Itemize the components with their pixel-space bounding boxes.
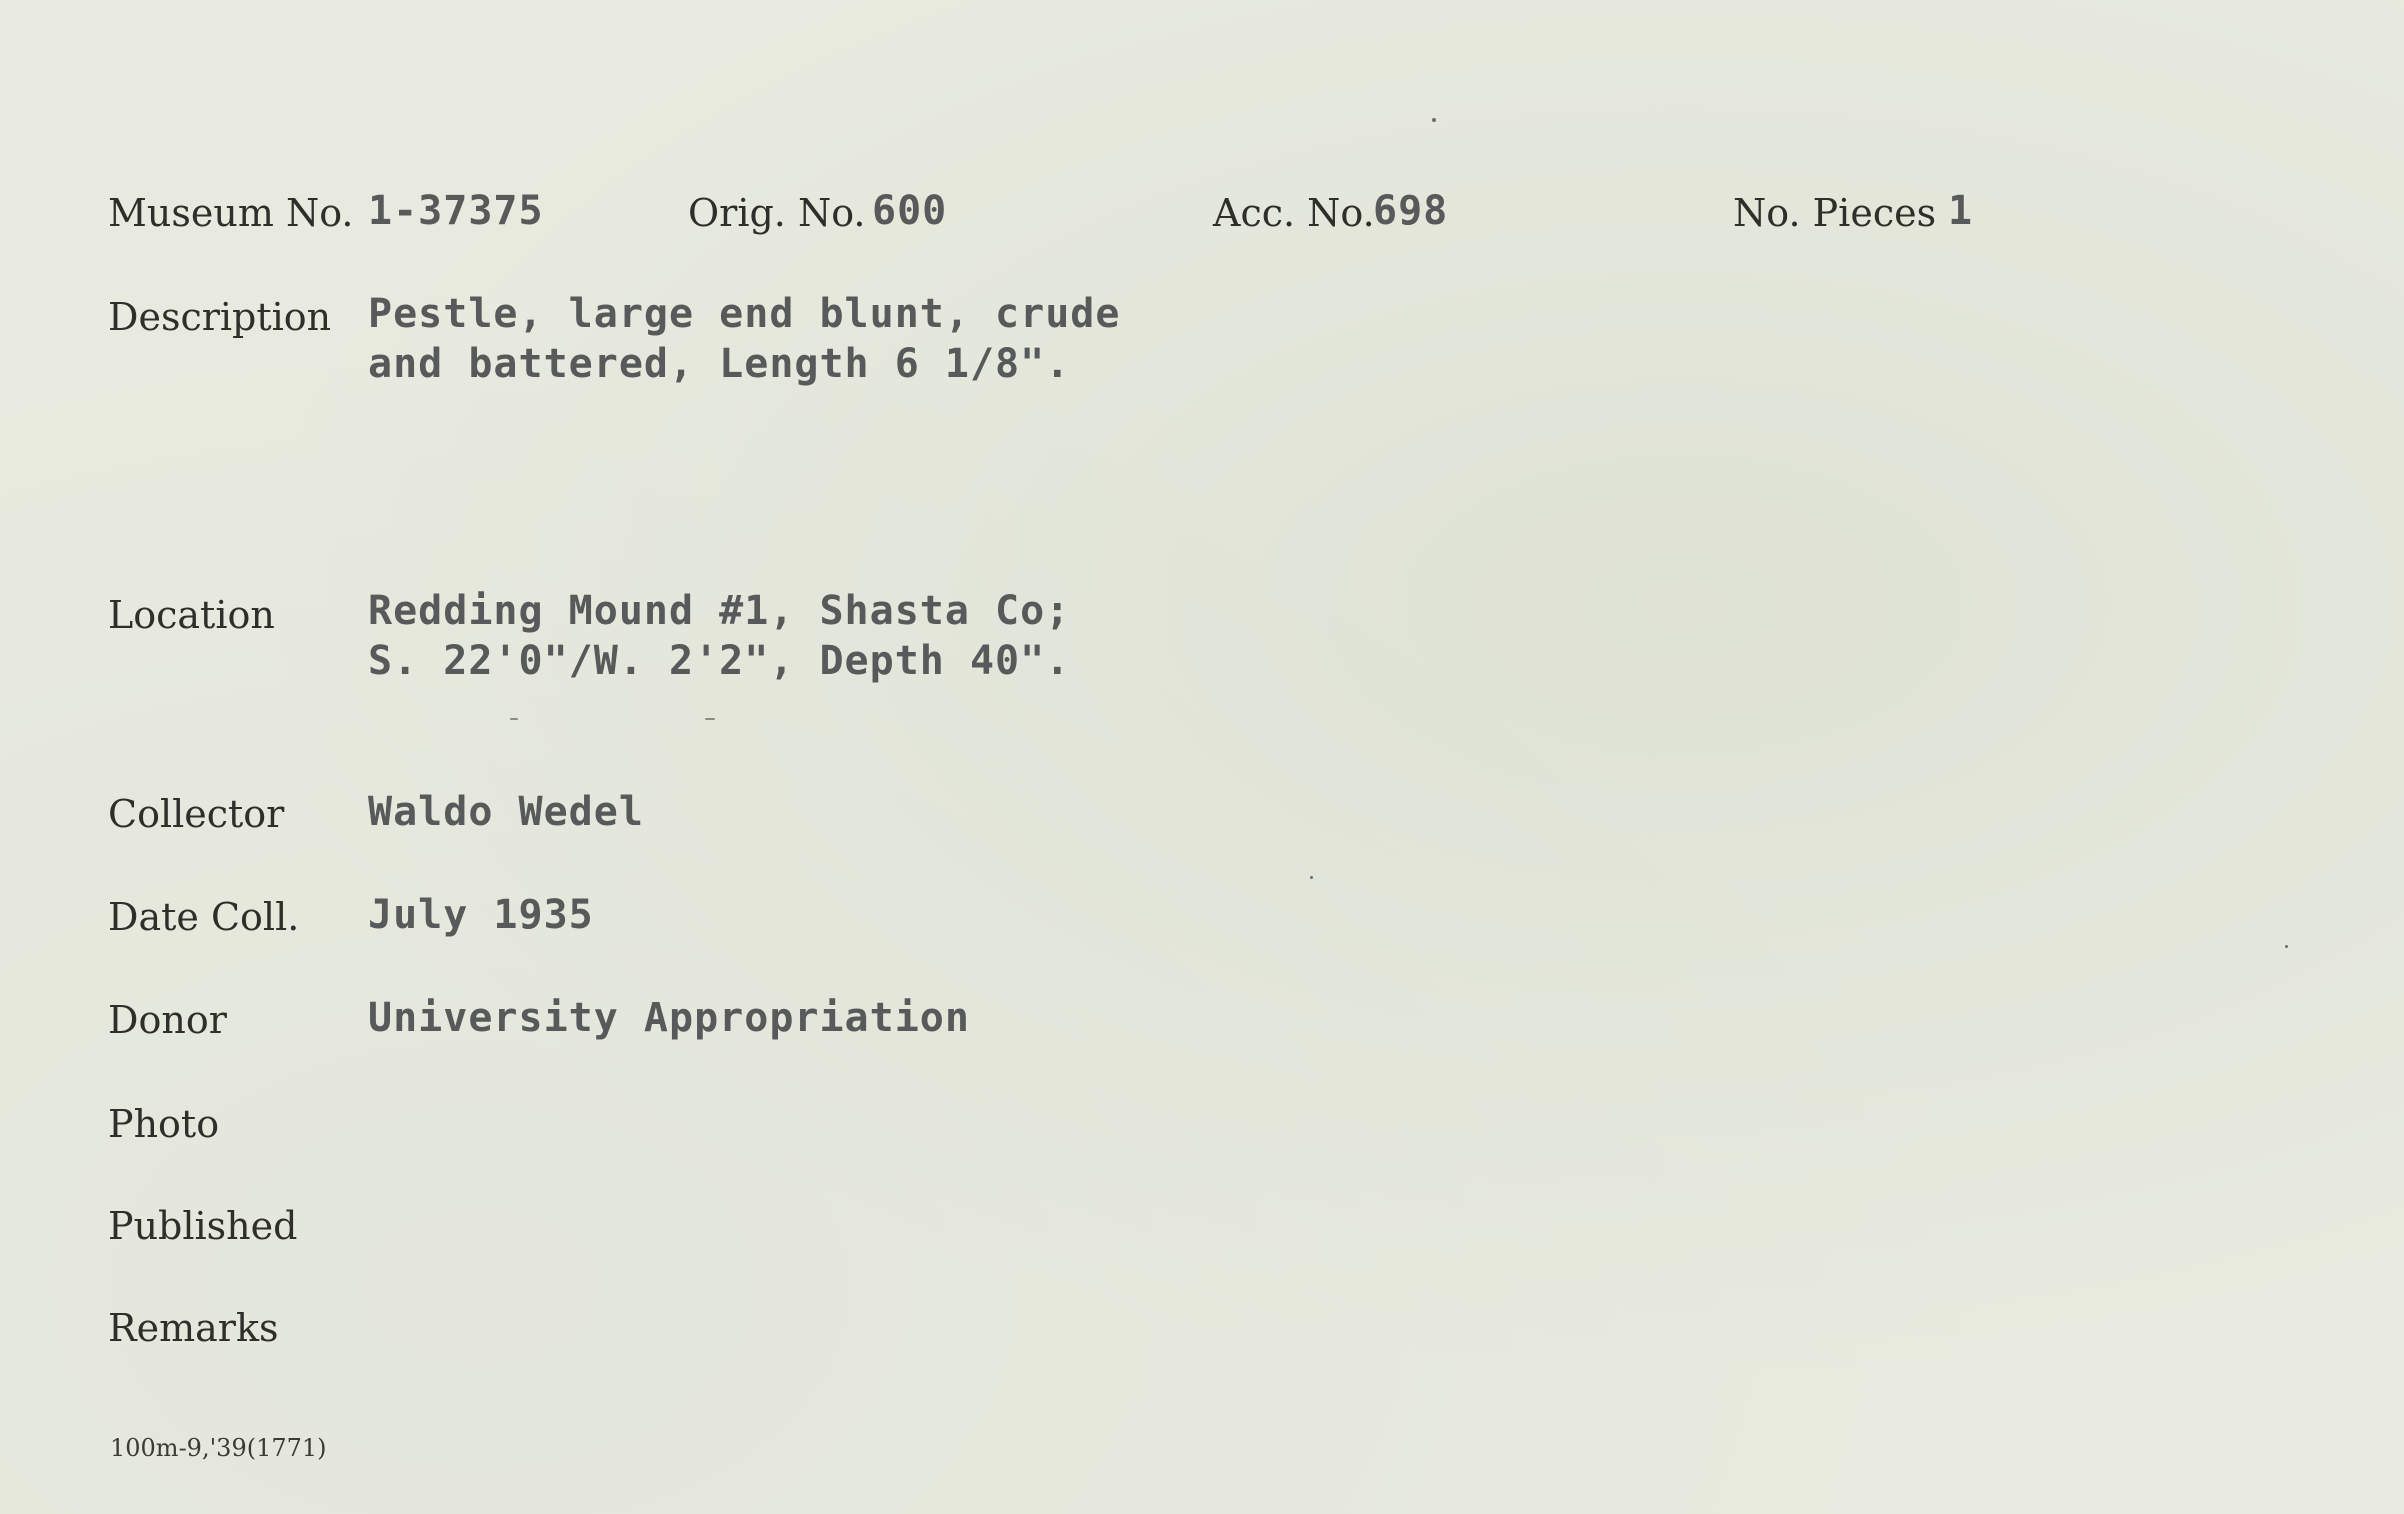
acc-no-label: Acc. No. <box>1213 191 1375 235</box>
location-line-1: Redding Mound #1, Shasta Co; <box>368 588 1071 634</box>
museum-no-value: 1-37375 <box>368 188 544 234</box>
acc-no-value: 698 <box>1373 188 1449 234</box>
description-label: Description <box>108 295 332 339</box>
museum-no-label: Museum No. <box>108 191 354 235</box>
date-coll-value: July 1935 <box>368 892 594 938</box>
date-coll-label: Date Coll. <box>108 895 300 939</box>
no-pieces-label: No. Pieces <box>1733 191 1937 235</box>
description-line-1: Pestle, large end blunt, crude <box>368 291 1121 337</box>
paper-speck <box>2285 945 2288 948</box>
paper-speck <box>510 718 518 720</box>
paper-speck <box>1310 876 1313 879</box>
donor-value: University Appropriation <box>368 995 970 1041</box>
remarks-label: Remarks <box>108 1306 279 1350</box>
published-label: Published <box>108 1204 298 1248</box>
donor-label: Donor <box>108 998 227 1042</box>
description-text <box>368 289 1120 389</box>
paper-speck <box>705 718 715 720</box>
location-line-2: S. 22'0"/W. 2'2", Depth 40". <box>368 638 1071 684</box>
photo-label: Photo <box>108 1102 220 1146</box>
description-line-2: and battered, Length 6 1/8". <box>368 341 1071 387</box>
location-text <box>368 586 1070 686</box>
collector-value: Waldo Wedel <box>368 789 644 835</box>
no-pieces-value: 1 <box>1948 188 1974 234</box>
orig-no-label: Orig. No. <box>688 191 866 235</box>
location-label: Location <box>108 593 275 637</box>
orig-no-value: 600 <box>872 188 948 234</box>
paper-speck <box>1432 118 1436 122</box>
collector-label: Collector <box>108 792 285 836</box>
print-code: 100m-9,'39(1771) <box>110 1434 327 1462</box>
